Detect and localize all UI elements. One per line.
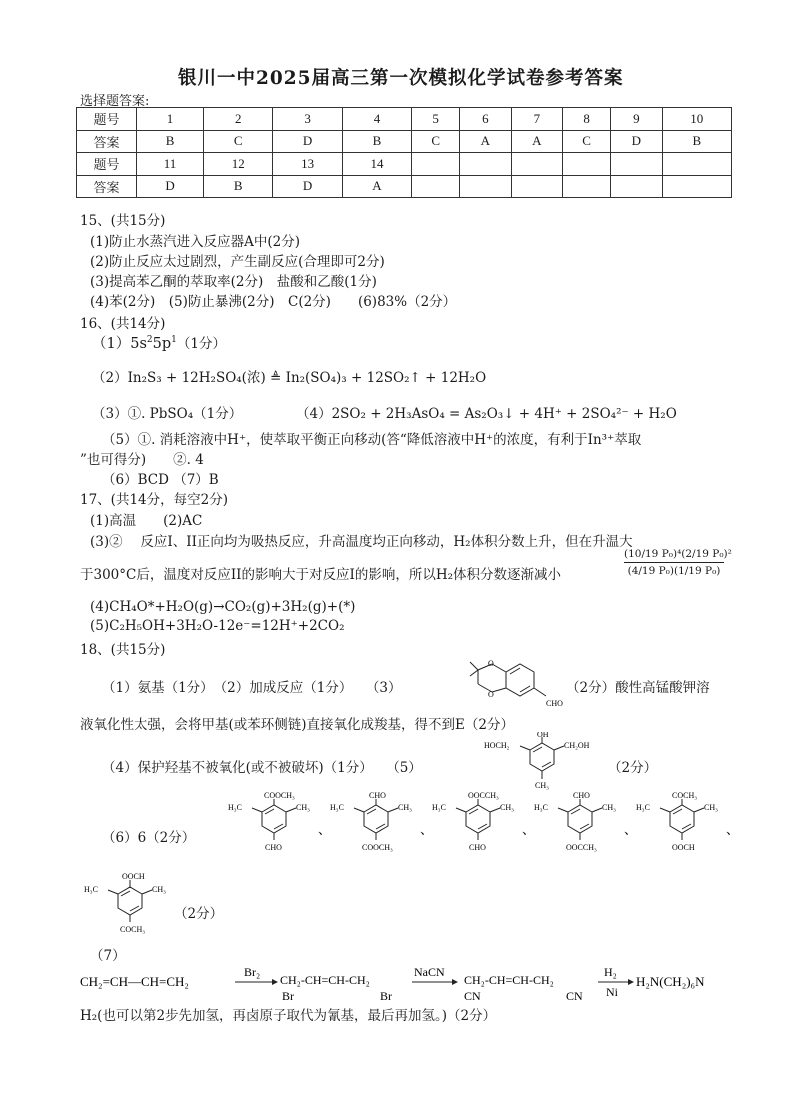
answer-cell bbox=[662, 175, 731, 198]
question-number: 2 bbox=[204, 108, 273, 131]
isomer-3-ch3: CH₃ bbox=[500, 803, 514, 812]
question-number bbox=[460, 153, 512, 176]
question-number: 9 bbox=[611, 108, 663, 131]
isomer-4-bottom: OOCCH₃ bbox=[566, 843, 597, 852]
electron-config-mid: 5p bbox=[152, 336, 172, 352]
q15-line-1: (1)防止水蒸汽进入反应器A中(2分) bbox=[90, 234, 300, 250]
rxn-catalyst: Ni bbox=[606, 985, 618, 999]
q16-part-2-num: （2） bbox=[92, 370, 128, 386]
q16-part-1-score: （1分） bbox=[176, 336, 226, 352]
rxn-br-left: Br bbox=[282, 989, 294, 1003]
isomer-4-top: CHO bbox=[573, 791, 590, 800]
isomer-6-ch3: CH₃ bbox=[152, 885, 166, 894]
q16-part-2 bbox=[92, 366, 486, 386]
isomer-5-top: COCH₃ bbox=[672, 791, 698, 800]
isomer-3-h3c: H₃C bbox=[432, 803, 446, 812]
separator: 、 bbox=[420, 822, 434, 837]
isomer-5-h3c: H₃C bbox=[636, 803, 650, 812]
answer-cell: C bbox=[412, 130, 460, 153]
rxn-mid-2: CH₂-CH=CH-CH₂ bbox=[464, 973, 554, 987]
answer-cell bbox=[563, 175, 611, 198]
question-number: 14 bbox=[342, 153, 411, 176]
answer-cell: D bbox=[273, 175, 342, 198]
cho-label: CHO bbox=[546, 699, 563, 708]
rxn-reagent-1: Br₂ bbox=[244, 965, 261, 979]
q18-heading: 18、(共15分) bbox=[80, 642, 166, 658]
isomer-6-structure bbox=[78, 870, 178, 948]
q17-line-5: (5)C₂H₅OH+3H₂O-12e⁻=12H⁺+2CO₂ bbox=[90, 618, 345, 634]
arrow-2-head bbox=[452, 979, 458, 985]
answer-cell bbox=[412, 175, 460, 198]
fraction-denominator: (4/19 P₀)(1/19 P₀) bbox=[627, 565, 721, 577]
answer-cell: B bbox=[342, 130, 411, 153]
equilibrium-fraction bbox=[624, 548, 732, 577]
answer-cell: D bbox=[137, 175, 204, 198]
isomer-2-top: CHO bbox=[369, 791, 386, 800]
separator: 、 bbox=[726, 822, 740, 837]
q15-line-2: (2)防止反应太过剧烈，产生副反应(合理即可2分) bbox=[90, 254, 385, 270]
question-number: 6 bbox=[460, 108, 512, 131]
q17-line-4: (4)CH₄O*+H₂O(g)→CO₂(g)+3H₂(g)+(*) bbox=[90, 599, 356, 615]
answer-cell: D bbox=[611, 130, 663, 153]
q16-part-3: （3）①. PbSO₄（1分） bbox=[92, 406, 243, 422]
question-number: 3 bbox=[273, 108, 342, 131]
q18-line-1a: （1）氨基（1分） （2）加成反应（1分） （3） bbox=[102, 680, 402, 696]
q17-line-1: (1)高温 (2)AC bbox=[90, 513, 203, 529]
separator: 、 bbox=[522, 822, 536, 837]
table-row bbox=[77, 108, 732, 131]
q17-line-2: (3)② 反应I、II正向均为吸热反应，升高温度均正向移动，H₂体积分数上升，但在升温大 bbox=[90, 534, 633, 550]
answer-cell: A bbox=[342, 175, 411, 198]
arrow-3-head bbox=[628, 979, 634, 985]
isomer-structures bbox=[222, 790, 742, 870]
q16-heading: 16、(共14分) bbox=[80, 316, 166, 332]
q18-line-6: （7） bbox=[90, 948, 126, 964]
question-number: 4 bbox=[342, 108, 411, 131]
q16-part-1-num: （1） bbox=[92, 336, 131, 352]
question-number bbox=[662, 153, 731, 176]
q15-line-3: (3)提高苯乙酮的萃取率(2分) 盐酸和乙酸(1分) bbox=[90, 274, 377, 290]
q18-line-7: H₂(也可以第2步先加氢，再卤原子取代为氰基，最后再加氢。)（2分） bbox=[80, 1008, 497, 1024]
answer-cell: A bbox=[511, 130, 563, 153]
question-number: 5 bbox=[412, 108, 460, 131]
q15-line-4: (4)苯(2分) (5)防止暴沸(2分) C(2分) (6)83%（2分） bbox=[90, 294, 457, 310]
rxn-cn-left: CN bbox=[464, 989, 481, 1003]
q16-part-5a: （5）①. 消耗溶液中H⁺，使萃取平衡正向移动(答“降低溶液中H⁺的浓度，有利于In³⁺萃取 bbox=[102, 432, 642, 448]
isomer-6-h3c: H₃C bbox=[84, 885, 98, 894]
page-title: 银川一中2025届高三第一次模拟化学试卷参考答案 bbox=[178, 68, 624, 89]
isomer-5-ch3: CH₃ bbox=[704, 803, 718, 812]
synthesis-route bbox=[80, 958, 720, 1004]
answer-cell bbox=[611, 175, 663, 198]
table-row bbox=[77, 175, 732, 198]
table-row bbox=[77, 130, 732, 153]
isomer-5-bottom: OOCH bbox=[672, 843, 695, 852]
rxn-br-right: Br bbox=[380, 989, 392, 1003]
answer-cell: C bbox=[563, 130, 611, 153]
rxn-reagent-2: NaCN bbox=[414, 965, 445, 979]
row-label-question: 题号 bbox=[77, 153, 137, 176]
answer-cell: B bbox=[137, 130, 204, 153]
oh-label: OH bbox=[537, 732, 549, 739]
isomer-2-ch3: CH₃ bbox=[398, 803, 412, 812]
q17-line-3: 于300°C后，温度对反应II的影响大于对反应I的影响，所以H₂体积分数逐渐减小 bbox=[80, 567, 562, 583]
isomer-6-top: OOCH bbox=[122, 872, 145, 881]
electron-config-sup: 2 bbox=[146, 335, 153, 345]
row-label-question: 题号 bbox=[77, 108, 137, 131]
row-label-answer: 答案 bbox=[77, 130, 137, 153]
fraction-numerator: (10/19 P₀)⁴(2/19 P₀)² bbox=[624, 548, 724, 563]
q16-part-4: （4）2SO₂ + 2H₃AsO₄ = As₂O₃↓ + 4H⁺ + 2SO₄²⁻ + H₂O bbox=[296, 406, 677, 422]
answer-table bbox=[76, 107, 732, 198]
isomer-1-ch3: CH₃ bbox=[296, 803, 310, 812]
question-number: 8 bbox=[563, 108, 611, 131]
question-number: 11 bbox=[137, 153, 204, 176]
structure-5 bbox=[480, 732, 610, 796]
rxn-end: H₂N(CH₂)₆N bbox=[636, 974, 705, 989]
isomer-1-h3c: H₃C bbox=[228, 803, 242, 812]
ch2oh-label: CH₂OH bbox=[564, 741, 590, 750]
table-row bbox=[77, 153, 732, 176]
isomer-1-bottom: CHO bbox=[265, 843, 282, 852]
arrow-1-head bbox=[272, 979, 278, 985]
question-number bbox=[511, 153, 563, 176]
answer-cell: D bbox=[273, 130, 342, 153]
separator: 、 bbox=[318, 822, 332, 837]
row-label-answer: 答案 bbox=[77, 175, 137, 198]
q18-line-4a: （6）6（2分） bbox=[102, 830, 196, 846]
ch3-label: CH₃ bbox=[535, 781, 549, 790]
hoch2-label: HOCH₂ bbox=[484, 741, 510, 750]
q18-line-1b: （2分）酸性高锰酸钾溶 bbox=[566, 680, 710, 696]
isomer-1-top: COOCH₃ bbox=[264, 791, 295, 800]
q15-heading: 15、(共15分) bbox=[80, 213, 166, 229]
answer-cell: C bbox=[204, 130, 273, 153]
electron-config: 5s bbox=[130, 336, 147, 352]
svg-text:O: O bbox=[488, 659, 494, 668]
isomer-4-ch3: CH₃ bbox=[602, 803, 616, 812]
answer-cell bbox=[460, 175, 512, 198]
mc-label: 选择题答案: bbox=[80, 94, 150, 109]
question-number bbox=[611, 153, 663, 176]
isomer-6-bottom: COCH₃ bbox=[120, 925, 146, 934]
q16-part-5b: ”也可得分) ②. 4 bbox=[80, 452, 204, 468]
question-number: 1 bbox=[137, 108, 204, 131]
rxn-mid-1: CH₂-CH=CH-CH₂ bbox=[280, 973, 370, 987]
rxn-cn-right: CN bbox=[566, 989, 583, 1003]
isomer-2-h3c: H₃C bbox=[330, 803, 344, 812]
question-number: 10 bbox=[662, 108, 731, 131]
rxn-start: CH₂=CH—CH=CH₂ bbox=[80, 974, 189, 989]
question-number: 12 bbox=[204, 153, 273, 176]
answer-cell: B bbox=[204, 175, 273, 198]
electron-config-sup: 1 bbox=[171, 335, 177, 345]
q18-line-2: 液氧化性太强，会将甲基(或苯环侧链)直接氧化成羧基，得不到E（2分） bbox=[80, 717, 514, 733]
q16-part-1 bbox=[92, 332, 226, 353]
question-number bbox=[412, 153, 460, 176]
answer-cell: A bbox=[460, 130, 512, 153]
rxn-reagent-3: H₂ bbox=[604, 965, 617, 979]
isomer-2-bottom: COOCH₃ bbox=[362, 843, 393, 852]
question-number: 7 bbox=[511, 108, 563, 131]
q18-line-3b: （2分） bbox=[608, 760, 658, 776]
question-number: 13 bbox=[273, 153, 342, 176]
isomer-4-h3c: H₃C bbox=[534, 803, 548, 812]
question-number bbox=[563, 153, 611, 176]
reaction-equation: In₂S₃ + 12H₂SO₄(浓) ≜ In₂(SO₄)₃ + 12SO₂↑ + 12H₂O bbox=[127, 370, 487, 386]
isomer-3-top: OOCCH₃ bbox=[468, 791, 499, 800]
q16-part-6: （6）BCD （7）B bbox=[102, 472, 219, 488]
answer-cell bbox=[511, 175, 563, 198]
svg-text:O: O bbox=[488, 690, 494, 699]
structure-3 bbox=[460, 650, 570, 714]
isomer-3-bottom: CHO bbox=[469, 843, 486, 852]
answer-cell: B bbox=[662, 130, 731, 153]
q18-line-5b: （2分） bbox=[174, 906, 224, 922]
q17-heading: 17、(共14分，每空2分) bbox=[80, 492, 228, 508]
separator: 、 bbox=[624, 822, 638, 837]
q18-line-3a: （4）保护羟基不被氧化(或不被破坏)（1分） （5） bbox=[102, 760, 422, 776]
